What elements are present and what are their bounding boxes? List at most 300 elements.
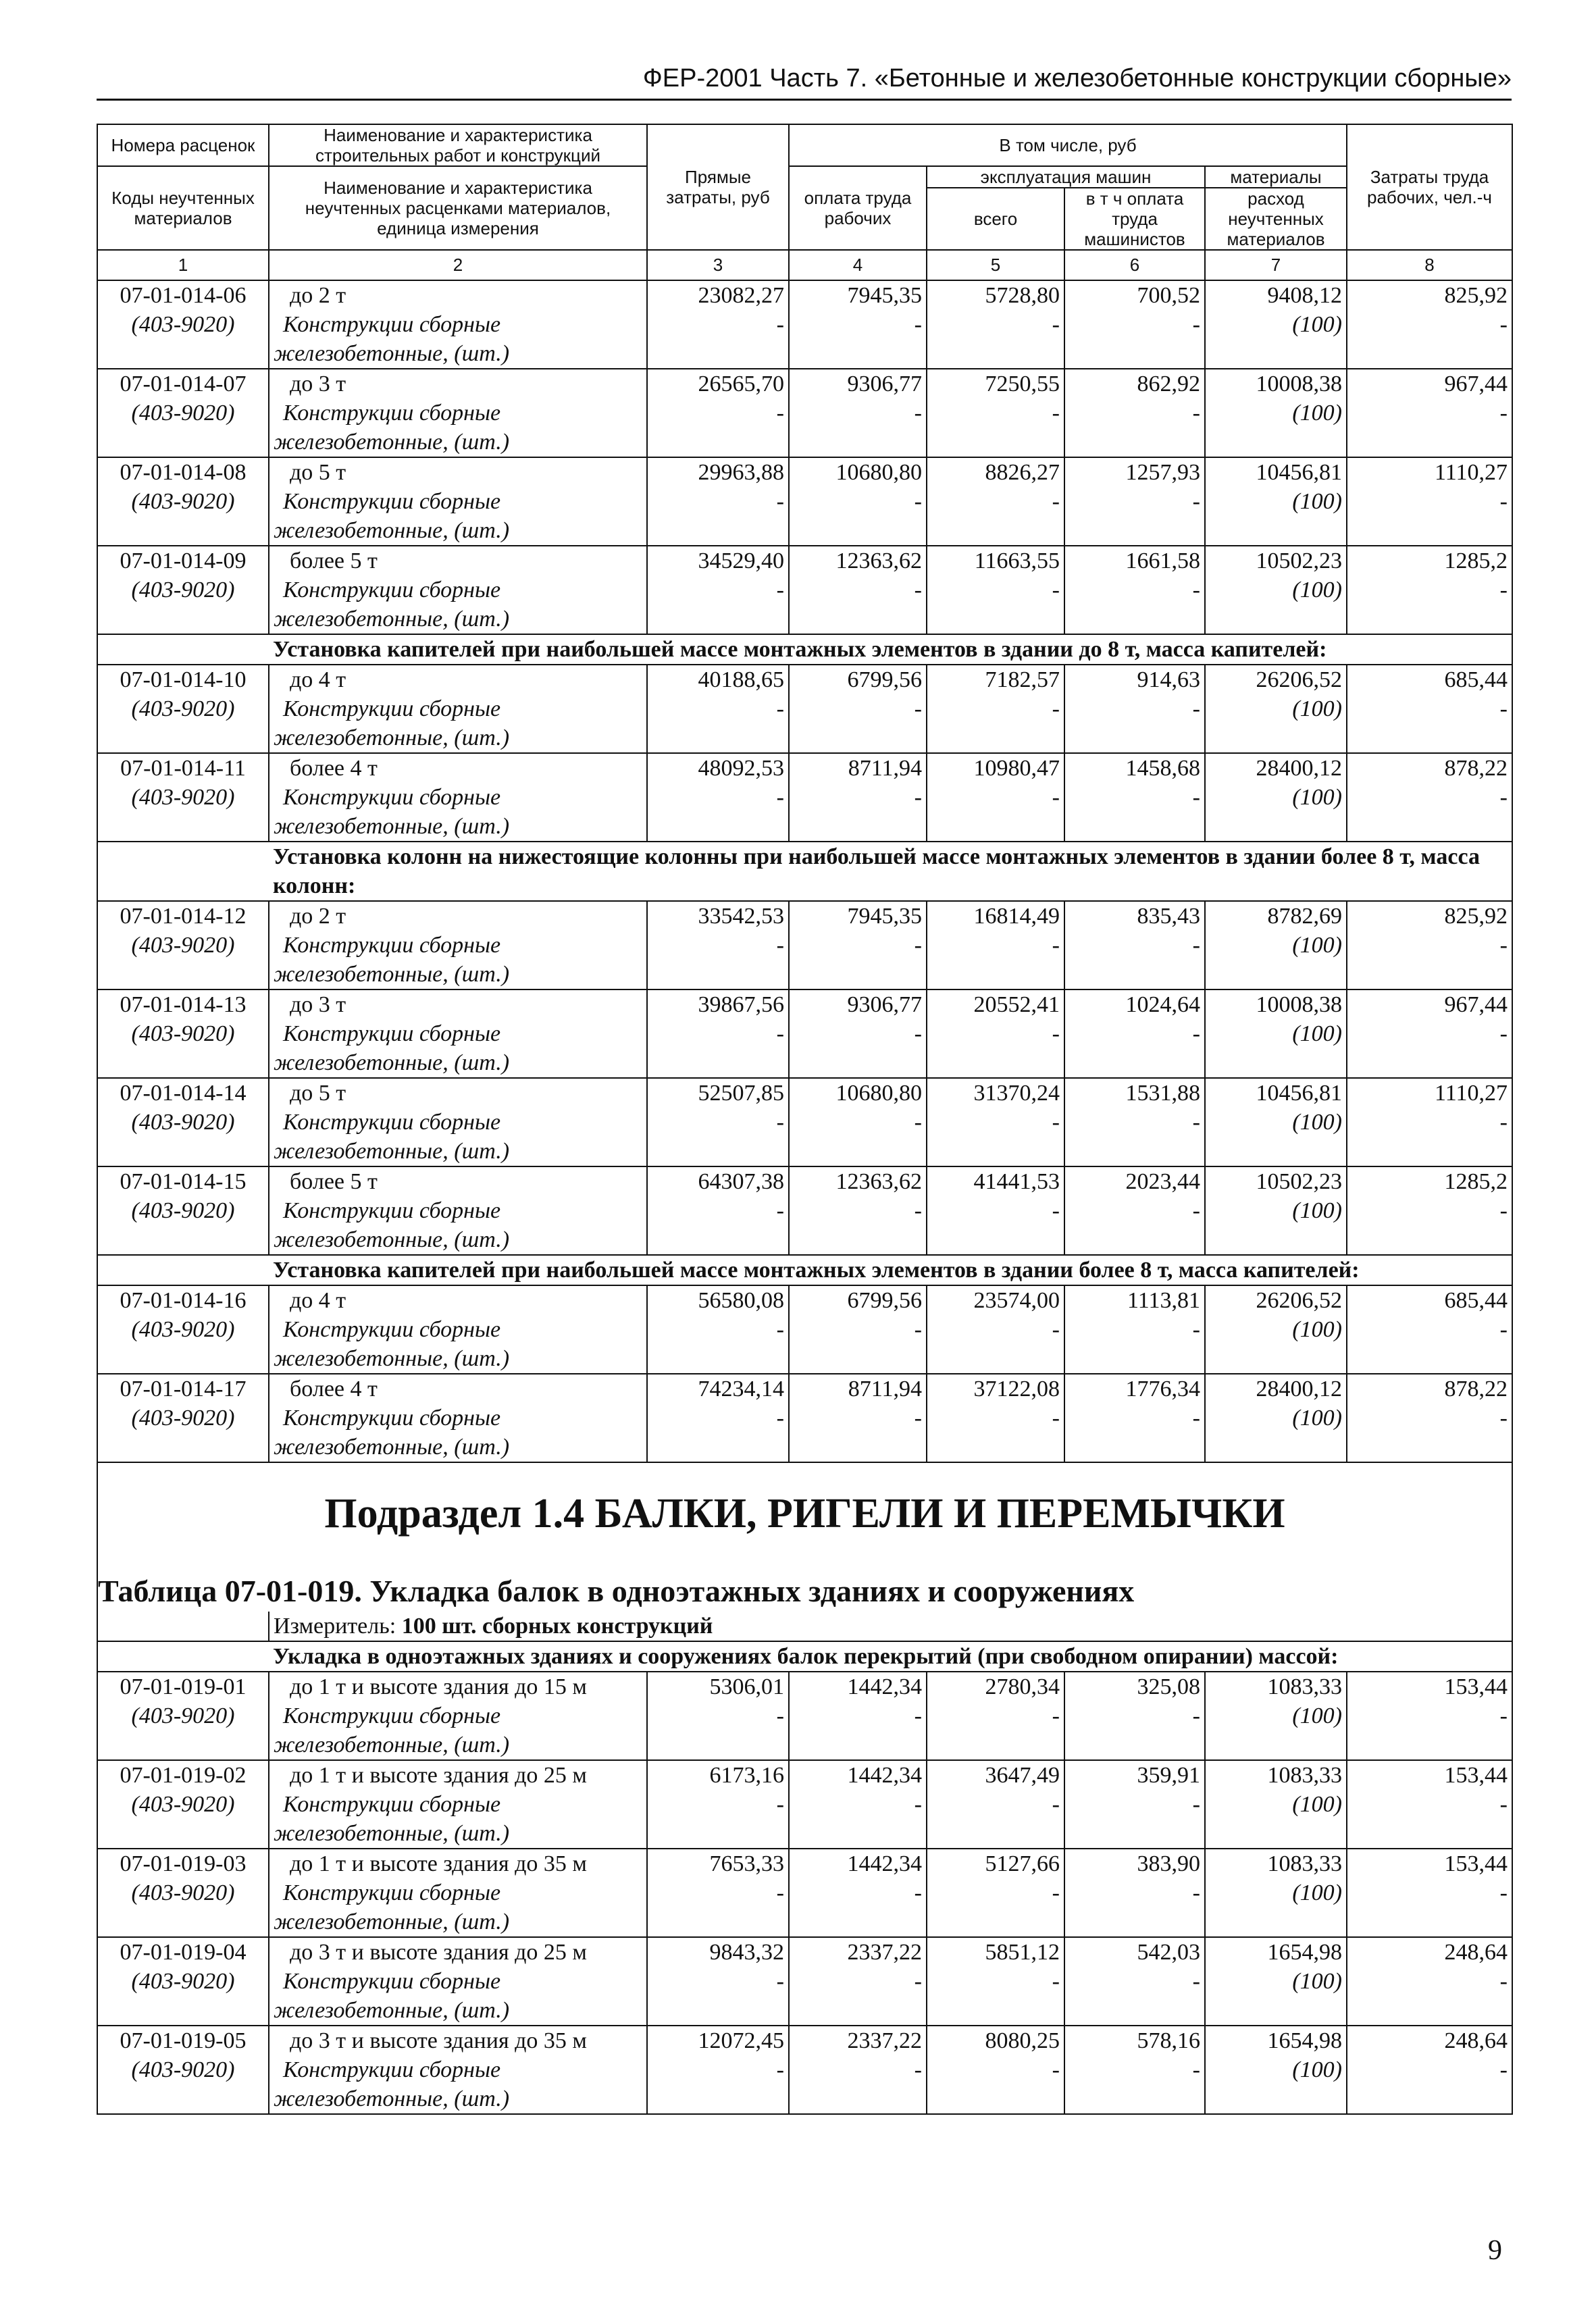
value-cell: 325,08 — [1064, 1672, 1205, 1701]
value-cell: 26565,70 — [647, 369, 789, 398]
value-cell: 9843,32 — [647, 1937, 789, 1967]
value-cell: 7182,57 — [927, 665, 1064, 694]
value-cell: 8782,69 — [1205, 901, 1347, 931]
dash-cell: - — [789, 1196, 927, 1255]
material-name: Конструкции сборные — [269, 1315, 647, 1344]
material-name: Конструкции сборные — [269, 487, 647, 516]
material-row — [97, 783, 1512, 812]
rate-code: 07-01-014-11 — [97, 753, 269, 783]
dash-cell: - — [927, 398, 1064, 457]
dash-cell: - — [1064, 1019, 1205, 1078]
value-cell: 8711,94 — [789, 753, 927, 783]
rate-code: 07-01-014-09 — [97, 546, 269, 575]
value-cell: 248,64 — [1347, 2026, 1512, 2055]
value-cell: 26206,52 — [1205, 1285, 1347, 1315]
material-row — [97, 1315, 1512, 1344]
dash-cell: - — [927, 2055, 1064, 2114]
material-name: Конструкции сборные — [269, 1790, 647, 1819]
value-cell: 153,44 — [1347, 1760, 1512, 1790]
dash-cell: - — [647, 783, 789, 842]
material-code: (403-9020) — [97, 2055, 269, 2114]
section-title: Установка капителей при наибольшей массе монтажных элементов в здании до 8 т, масса капителей: — [269, 634, 1512, 665]
dash-cell: - — [647, 398, 789, 457]
value-cell: 6173,16 — [647, 1760, 789, 1790]
dash-cell: - — [1064, 2055, 1205, 2114]
value-cell: 700,52 — [1064, 280, 1205, 310]
value-cell: 2023,44 — [1064, 1166, 1205, 1196]
value-cell: 3647,49 — [927, 1760, 1064, 1790]
table-row — [97, 1285, 1512, 1315]
dash-cell: - — [1347, 1790, 1512, 1849]
dash-cell: - — [1064, 1790, 1205, 1849]
material-row — [97, 575, 1512, 605]
dash-cell: - — [1347, 1701, 1512, 1760]
dash-cell: - — [789, 1701, 927, 1760]
material-qty: (100) — [1205, 1108, 1347, 1166]
section-title-row — [97, 1641, 1512, 1672]
measure-label: Измеритель: — [274, 1614, 396, 1639]
rate-code: 07-01-014-17 — [97, 1374, 269, 1404]
material-name: Конструкции сборные — [269, 398, 647, 428]
value-cell: 1442,34 — [789, 1672, 927, 1701]
material-name: Конструкции сборные — [269, 694, 647, 723]
value-cell: 1442,34 — [789, 1849, 927, 1878]
material-row — [97, 1108, 1512, 1137]
value-cell: 12072,45 — [647, 2026, 789, 2055]
material-qty: (100) — [1205, 487, 1347, 546]
value-cell: 7945,35 — [789, 280, 927, 310]
value-cell: 12363,62 — [789, 1166, 927, 1196]
section-blank — [97, 1255, 269, 1285]
table-row — [97, 369, 1512, 398]
measure-value: 100 шт. сборных конструкций — [401, 1614, 713, 1639]
material-row — [97, 694, 1512, 723]
dash-cell: - — [789, 575, 927, 634]
rate-code: 07-01-019-05 — [97, 2026, 269, 2055]
work-name: до 3 т — [269, 369, 647, 398]
dash-cell: - — [1064, 1701, 1205, 1760]
col-name-works: Наименование и характеристика строительных работ и конструкций — [269, 124, 647, 166]
section-title-row — [97, 1255, 1512, 1285]
table-body-a — [97, 280, 1512, 1462]
value-cell: 34529,40 — [647, 546, 789, 575]
value-cell: 153,44 — [1347, 1849, 1512, 1878]
section-title-row — [97, 634, 1512, 665]
material-code: (403-9020) — [97, 783, 269, 842]
material-name-cont: железобетонные, (шт.) — [269, 1433, 647, 1462]
table-row — [97, 1760, 1512, 1790]
column-numbers: 1 2 3 4 5 6 7 8 — [97, 250, 1512, 280]
dash-cell: - — [927, 1967, 1064, 2026]
value-cell: 33542,53 — [647, 901, 789, 931]
rate-code: 07-01-014-07 — [97, 369, 269, 398]
value-cell: 5127,66 — [927, 1849, 1064, 1878]
col-labor-pay: оплата труда рабочих — [789, 166, 927, 250]
material-name: Конструкции сборные — [269, 1404, 647, 1433]
dash-cell: - — [1064, 398, 1205, 457]
value-cell: 5306,01 — [647, 1672, 789, 1701]
material-qty: (100) — [1205, 1196, 1347, 1255]
value-cell: 31370,24 — [927, 1078, 1064, 1108]
value-cell: 1110,27 — [1347, 457, 1512, 487]
dash-cell: - — [1064, 1108, 1205, 1166]
table-row — [97, 1166, 1512, 1196]
work-name: более 5 т — [269, 1166, 647, 1196]
value-cell: 9306,77 — [789, 369, 927, 398]
dash-cell: - — [927, 783, 1064, 842]
material-qty: (100) — [1205, 1701, 1347, 1760]
dash-cell: - — [789, 1967, 927, 2026]
dash-cell: - — [1064, 487, 1205, 546]
table-row — [97, 901, 1512, 931]
col-materials: материалы — [1205, 166, 1347, 188]
material-row — [97, 2055, 1512, 2084]
measure-line — [269, 1612, 1512, 1641]
value-cell: 40188,65 — [647, 665, 789, 694]
work-name: более 4 т — [269, 753, 647, 783]
dash-cell: - — [1347, 1404, 1512, 1462]
value-cell: 37122,08 — [927, 1374, 1064, 1404]
value-cell: 685,44 — [1347, 1285, 1512, 1315]
rate-code: 07-01-019-04 — [97, 1937, 269, 1967]
value-cell: 248,64 — [1347, 1937, 1512, 1967]
dash-cell: - — [647, 1404, 789, 1462]
work-name: до 3 т и высоте здания до 25 м — [269, 1937, 647, 1967]
value-cell: 8826,27 — [927, 457, 1064, 487]
dash-cell: - — [927, 931, 1064, 989]
value-cell: 2780,34 — [927, 1672, 1064, 1701]
value-cell: 6799,56 — [789, 665, 927, 694]
value-cell: 5851,12 — [927, 1937, 1064, 1967]
section-title: Установка колонн на нижестоящие колонны при наибольшей массе монтажных элементов в здании более 8 т, масса колонн: — [269, 842, 1512, 901]
material-qty: (100) — [1205, 575, 1347, 634]
value-cell: 10008,38 — [1205, 369, 1347, 398]
material-name-cont: железобетонные, (шт.) — [269, 723, 647, 753]
material-qty: (100) — [1205, 694, 1347, 753]
col-including: В том числе, руб — [789, 124, 1347, 166]
material-code: (403-9020) — [97, 1701, 269, 1760]
work-name: до 5 т — [269, 457, 647, 487]
material-name: Конструкции сборные — [269, 575, 647, 605]
value-cell: 1285,2 — [1347, 546, 1512, 575]
dash-cell: - — [1347, 1878, 1512, 1937]
value-cell: 74234,14 — [647, 1374, 789, 1404]
material-name-cont: железобетонные, (шт.) — [269, 1344, 647, 1374]
material-qty: (100) — [1205, 2055, 1347, 2114]
work-name: до 1 т и высоте здания до 15 м — [269, 1672, 647, 1701]
value-cell: 64307,38 — [647, 1166, 789, 1196]
work-name: до 4 т — [269, 665, 647, 694]
material-row — [97, 1967, 1512, 1996]
col-name-materials: Наименование и характеристика неучтенных расценками материалов, единица измерения — [269, 166, 647, 250]
material-row — [97, 1878, 1512, 1907]
material-name-cont: железобетонные, (шт.) — [269, 1048, 647, 1078]
material-qty: (100) — [1205, 310, 1347, 369]
col-direct: Прямые затраты, руб — [647, 124, 789, 250]
material-name: Конструкции сборные — [269, 931, 647, 960]
value-cell: 39867,56 — [647, 989, 789, 1019]
material-code: (403-9020) — [97, 1878, 269, 1937]
table-row — [97, 989, 1512, 1019]
value-cell: 9408,12 — [1205, 280, 1347, 310]
material-code: (403-9020) — [97, 931, 269, 989]
table-row — [97, 546, 1512, 575]
dash-cell: - — [927, 1108, 1064, 1166]
value-cell: 359,91 — [1064, 1760, 1205, 1790]
value-cell: 11663,55 — [927, 546, 1064, 575]
dash-cell: - — [1064, 931, 1205, 989]
subsection-block — [97, 1462, 1512, 1641]
dash-cell: - — [789, 398, 927, 457]
value-cell: 825,92 — [1347, 901, 1512, 931]
material-code: (403-9020) — [97, 1108, 269, 1166]
value-cell: 2337,22 — [789, 1937, 927, 1967]
value-cell: 967,44 — [1347, 989, 1512, 1019]
rate-code: 07-01-014-13 — [97, 989, 269, 1019]
material-name-cont: железобетонные, (шт.) — [269, 605, 647, 634]
value-cell: 10456,81 — [1205, 1078, 1347, 1108]
dash-cell: - — [647, 575, 789, 634]
rate-code: 07-01-014-14 — [97, 1078, 269, 1108]
material-code: (403-9020) — [97, 1790, 269, 1849]
dash-cell: - — [1347, 398, 1512, 457]
value-cell: 1083,33 — [1205, 1760, 1347, 1790]
material-code: (403-9020) — [97, 310, 269, 369]
dash-cell: - — [927, 1019, 1064, 1078]
dash-cell: - — [1347, 487, 1512, 546]
dash-cell: - — [927, 575, 1064, 634]
material-name-cont: железобетонные, (шт.) — [269, 2084, 647, 2114]
value-cell: 7945,35 — [789, 901, 927, 931]
dash-cell: - — [647, 310, 789, 369]
dash-cell: - — [647, 1108, 789, 1166]
value-cell: 1083,33 — [1205, 1849, 1347, 1878]
material-qty: (100) — [1205, 783, 1347, 842]
material-row — [97, 1790, 1512, 1819]
page-header: ФЕР-2001 Часть 7. «Бетонные и железобетонные конструкции сборные» — [97, 64, 1512, 101]
value-cell: 23574,00 — [927, 1285, 1064, 1315]
dash-cell: - — [647, 1315, 789, 1374]
col-rate-number: Номера расценок — [97, 124, 269, 166]
dash-cell: - — [1347, 310, 1512, 369]
material-name: Конструкции сборные — [269, 310, 647, 339]
dash-cell: - — [1347, 783, 1512, 842]
rate-code: 07-01-019-02 — [97, 1760, 269, 1790]
dash-cell: - — [647, 1967, 789, 2026]
dash-cell: - — [789, 1878, 927, 1937]
dash-cell: - — [1064, 694, 1205, 753]
value-cell: 1661,58 — [1064, 546, 1205, 575]
material-qty: (100) — [1205, 1967, 1347, 2026]
dash-cell: - — [1347, 1108, 1512, 1166]
value-cell: 56580,08 — [647, 1285, 789, 1315]
value-cell: 1442,34 — [789, 1760, 927, 1790]
value-cell: 914,63 — [1064, 665, 1205, 694]
dash-cell: - — [647, 487, 789, 546]
page-number: 9 — [1488, 2235, 1502, 2266]
dash-cell: - — [1064, 1404, 1205, 1462]
material-qty: (100) — [1205, 1315, 1347, 1374]
material-row — [97, 487, 1512, 516]
material-row — [97, 931, 1512, 960]
material-row — [97, 1701, 1512, 1730]
value-cell: 1113,81 — [1064, 1285, 1205, 1315]
rate-code: 07-01-019-01 — [97, 1672, 269, 1701]
value-cell: 12363,62 — [789, 546, 927, 575]
value-cell: 10680,80 — [789, 457, 927, 487]
dash-cell: - — [927, 694, 1064, 753]
dash-cell: - — [647, 1701, 789, 1760]
table-title: Таблица 07-01-019. Укладка балок в одноэтажных зданиях и сооружениях — [97, 1558, 1512, 1612]
dash-cell: - — [647, 1019, 789, 1078]
dash-cell: - — [1064, 1315, 1205, 1374]
table-row — [97, 280, 1512, 310]
dash-cell: - — [927, 1196, 1064, 1255]
dash-cell: - — [789, 1019, 927, 1078]
value-cell: 1285,2 — [1347, 1166, 1512, 1196]
rate-code: 07-01-014-08 — [97, 457, 269, 487]
material-code: (403-9020) — [97, 694, 269, 753]
value-cell: 7653,33 — [647, 1849, 789, 1878]
table-row — [97, 1672, 1512, 1701]
dash-cell: - — [1064, 783, 1205, 842]
dash-cell: - — [789, 487, 927, 546]
value-cell: 835,43 — [1064, 901, 1205, 931]
dash-cell: - — [1064, 575, 1205, 634]
table-row — [97, 2026, 1512, 2055]
dash-cell: - — [927, 1701, 1064, 1760]
material-row — [97, 310, 1512, 339]
dash-cell: - — [1347, 1967, 1512, 2026]
dash-cell: - — [647, 694, 789, 753]
dash-cell: - — [789, 1404, 927, 1462]
dash-cell: - — [647, 1790, 789, 1849]
rate-code: 07-01-019-03 — [97, 1849, 269, 1878]
table-row — [97, 1937, 1512, 1967]
value-cell: 1531,88 — [1064, 1078, 1205, 1108]
col-machine: эксплуатация машин — [927, 166, 1205, 188]
material-name-cont: железобетонные, (шт.) — [269, 1907, 647, 1937]
value-cell: 8080,25 — [927, 2026, 1064, 2055]
dash-cell: - — [1347, 1019, 1512, 1078]
dash-cell: - — [789, 931, 927, 989]
section-blank — [97, 1641, 269, 1672]
dash-cell: - — [1347, 2055, 1512, 2114]
dash-cell: - — [1064, 310, 1205, 369]
value-cell: 28400,12 — [1205, 753, 1347, 783]
value-cell: 6799,56 — [789, 1285, 927, 1315]
rate-code: 07-01-014-06 — [97, 280, 269, 310]
value-cell: 153,44 — [1347, 1672, 1512, 1701]
section-blank — [97, 842, 269, 901]
work-name: до 2 т — [269, 280, 647, 310]
dash-cell: - — [647, 1196, 789, 1255]
material-name: Конструкции сборные — [269, 1701, 647, 1730]
material-name-cont: железобетонные, (шт.) — [269, 1137, 647, 1166]
col-machine-labor: в т ч оплата труда машинистов — [1064, 188, 1205, 250]
rate-code: 07-01-014-15 — [97, 1166, 269, 1196]
material-name: Конструкции сборные — [269, 1108, 647, 1137]
section-title: Укладка в одноэтажных зданиях и сооружениях балок перекрытий (при свободном опирании) массой: — [269, 1641, 1512, 1672]
col-machine-total: всего — [927, 188, 1064, 250]
dash-cell: - — [789, 2055, 927, 2114]
value-cell: 10008,38 — [1205, 989, 1347, 1019]
value-cell: 1083,33 — [1205, 1672, 1347, 1701]
value-cell: 26206,52 — [1205, 665, 1347, 694]
dash-cell: - — [1347, 694, 1512, 753]
dash-cell: - — [789, 1790, 927, 1849]
material-name: Конструкции сборные — [269, 2055, 647, 2084]
dash-cell: - — [927, 1404, 1064, 1462]
material-name-cont: железобетонные, (шт.) — [269, 1730, 647, 1760]
col-codes: Коды неучтенных материалов — [97, 166, 269, 250]
material-name-cont: железобетонные, (шт.) — [269, 516, 647, 546]
material-name-cont: железобетонные, (шт.) — [269, 428, 647, 457]
value-cell: 862,92 — [1064, 369, 1205, 398]
dash-cell: - — [1347, 931, 1512, 989]
table-row — [97, 1078, 1512, 1108]
section-blank — [97, 634, 269, 665]
dash-cell: - — [789, 783, 927, 842]
value-cell: 52507,85 — [647, 1078, 789, 1108]
material-name: Конструкции сборные — [269, 783, 647, 812]
value-cell: 1024,64 — [1064, 989, 1205, 1019]
material-qty: (100) — [1205, 1790, 1347, 1849]
value-cell: 825,92 — [1347, 280, 1512, 310]
value-cell: 28400,12 — [1205, 1374, 1347, 1404]
value-cell: 1654,98 — [1205, 2026, 1347, 2055]
dash-cell: - — [927, 1878, 1064, 1937]
material-code: (403-9020) — [97, 1196, 269, 1255]
value-cell: 48092,53 — [647, 753, 789, 783]
dash-cell: - — [927, 1790, 1064, 1849]
material-name: Конструкции сборные — [269, 1967, 647, 1996]
work-name: до 3 т и высоте здания до 35 м — [269, 2026, 647, 2055]
material-name-cont: железобетонные, (шт.) — [269, 1996, 647, 2026]
value-cell: 878,22 — [1347, 753, 1512, 783]
material-row — [97, 1196, 1512, 1225]
value-cell: 10680,80 — [789, 1078, 927, 1108]
value-cell: 23082,27 — [647, 280, 789, 310]
dash-cell: - — [1347, 575, 1512, 634]
value-cell: 10980,47 — [927, 753, 1064, 783]
dash-cell: - — [1064, 1967, 1205, 2026]
dash-cell: - — [927, 487, 1064, 546]
value-cell: 685,44 — [1347, 665, 1512, 694]
material-row — [97, 1019, 1512, 1048]
value-cell: 7250,55 — [927, 369, 1064, 398]
value-cell: 1110,27 — [1347, 1078, 1512, 1108]
work-name: до 5 т — [269, 1078, 647, 1108]
material-name: Конструкции сборные — [269, 1019, 647, 1048]
material-row — [97, 1404, 1512, 1433]
rates-table — [97, 124, 1513, 2115]
material-qty: (100) — [1205, 398, 1347, 457]
material-name: Конструкции сборные — [269, 1196, 647, 1225]
value-cell: 16814,49 — [927, 901, 1064, 931]
dash-cell: - — [789, 694, 927, 753]
material-name-cont: железобетонные, (шт.) — [269, 812, 647, 842]
dash-cell: - — [647, 931, 789, 989]
table-body-b — [97, 1641, 1512, 2114]
subsection-title: Подраздел 1.4 БАЛКИ, РИГЕЛИ И ПЕРЕМЫЧКИ — [97, 1462, 1512, 1558]
table-row — [97, 1849, 1512, 1878]
value-cell: 1257,93 — [1064, 457, 1205, 487]
material-name-cont: железобетонные, (шт.) — [269, 1225, 647, 1255]
value-cell: 878,22 — [1347, 1374, 1512, 1404]
value-cell: 41441,53 — [927, 1166, 1064, 1196]
material-code: (403-9020) — [97, 575, 269, 634]
